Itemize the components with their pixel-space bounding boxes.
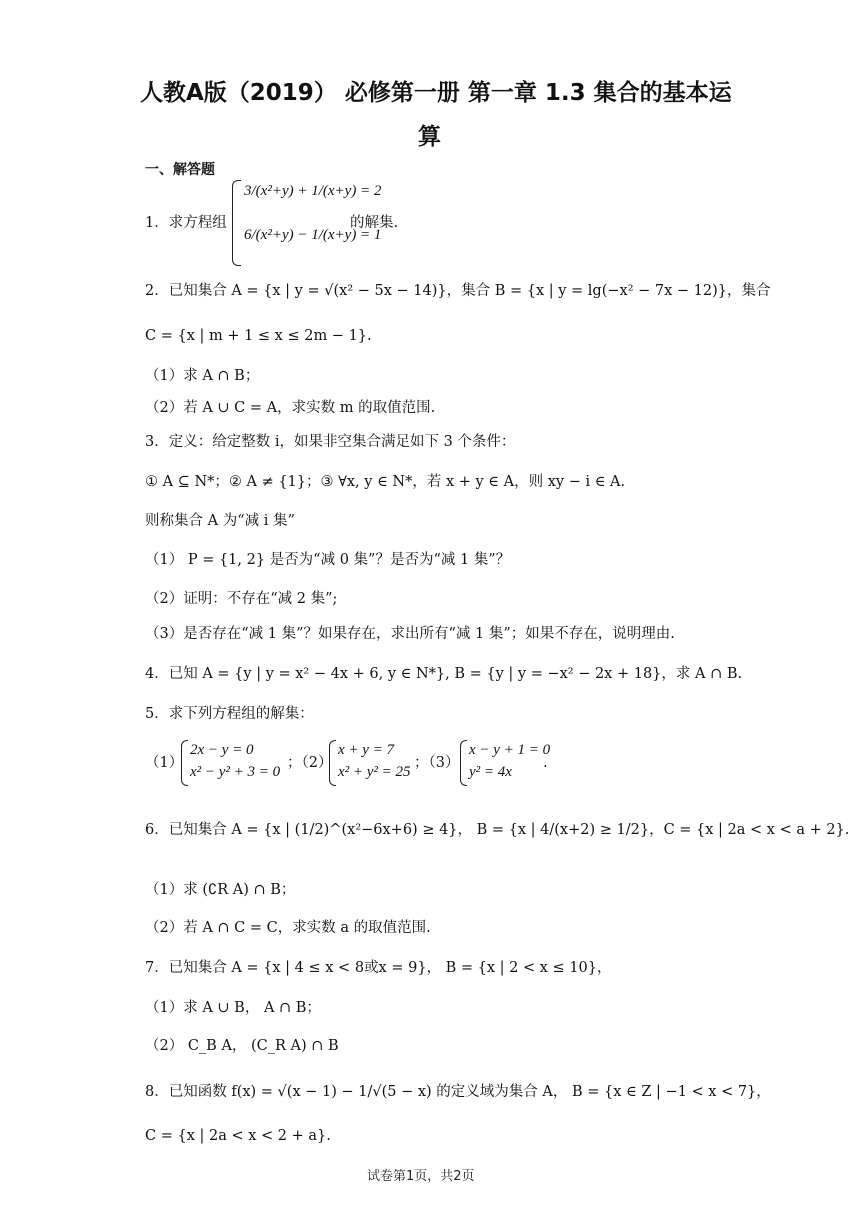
q5-b1: x + y = 7 — [338, 742, 395, 758]
q8-line2: C = {x | 2a < x < 2 + a}. — [145, 1128, 331, 1144]
q5-brace-b — [329, 740, 336, 786]
q5-c1: x − y + 1 = 0 — [469, 742, 551, 758]
question-4: 4．已知 A = {y | y = x² − 4x + 6, y ∈ N*}, B = {y | y = −x² − 2x + 18}，求 A ∩ B. — [145, 666, 743, 682]
q3-part3: （3）是否存在“减 1 集”？如果存在，求出所有“减 1 集”；如果不存在，说明理由. — [145, 626, 675, 642]
q5-label-a: （1） — [145, 755, 184, 771]
q5-end: . — [543, 755, 548, 771]
q5-b2: x² + y² = 25 — [338, 764, 411, 780]
q3-line3: 则称集合 A 为“减 i 集” — [145, 513, 295, 529]
q5-c2: y² = 4x — [469, 764, 512, 780]
q3-part1: （1） P = {1, 2} 是否为“减 0 集”？是否为“减 1 集”？ — [145, 552, 511, 568]
q5-brace-a — [181, 740, 188, 786]
q2-line2: C = {x | m + 1 ≤ x ≤ 2m − 1}. — [145, 328, 372, 344]
q1-prefix: 1．求方程组 — [145, 215, 227, 231]
q3-part2: （2）证明：不存在“减 2 集”; — [145, 591, 338, 607]
q1-brace — [232, 180, 241, 266]
q6-part1: （1）求 (∁R A) ∩ B； — [145, 882, 296, 898]
q1-eq1: 3/(x²+y) + 1/(x+y) = 2 — [244, 183, 382, 199]
q1-suffix: 的解集. — [350, 215, 399, 231]
q5-a1: 2x − y = 0 — [190, 742, 254, 758]
q7-line1: 7．已知集合 A = {x | 4 ≤ x < 8或x = 9}， B = {x | 2 < x ≤ 10}， — [145, 960, 612, 976]
section-heading: 一、解答题 — [145, 162, 215, 178]
q1-eq2: 6/(x²+y) − 1/(x+y) = 1 — [244, 227, 382, 243]
q5-a2: x² − y² + 3 = 0 — [190, 764, 281, 780]
q5-label-c: ；（3） — [414, 755, 460, 771]
page-title-line1: 人教A版（2019） 必修第一册 第一章 1.3 集合的基本运 — [140, 80, 732, 106]
q3-line1: 3．定义：给定整数 i，如果非空集合满足如下 3 个条件： — [145, 434, 516, 450]
page-title-line2: 算 — [418, 124, 441, 150]
q3-line2: ① A ⊆ N*；② A ≠ {1}；③ ∀x, y ∈ N*，若 x + y ∈ A，则 xy − i ∈ A. — [145, 474, 626, 490]
q6-part2: （2）若 A ∩ C = C，求实数 a 的取值范围. — [145, 920, 431, 936]
q7-part2: （2） C_B A， (C_R A) ∩ B — [145, 1038, 339, 1054]
q2-line1: 2．已知集合 A = {x | y = √(x² − 5x − 14)}，集合 B = {x | y = lg(−x² − 7x − 12)}，集合 — [145, 283, 771, 299]
q2-part2: （2）若 A ∪ C = A，求实数 m 的取值范围. — [145, 400, 436, 416]
q8-line1: 8．已知函数 f(x) = √(x − 1) − 1/√(5 − x) 的定义域为集合 A， B = {x ∈ Z | −1 < x < 7}， — [145, 1084, 771, 1100]
q5-brace-c — [460, 740, 467, 786]
q2-part1: （1）求 A ∩ B； — [145, 368, 260, 384]
q5-label-b: ；（2） — [287, 755, 333, 771]
q6-line1: 6．已知集合 A = {x | (1/2)^(x²−6x+6) ≥ 4}， B = {x | 4/(x+2) ≥ 1/2}，C = {x | 2a < x < a + 2}. — [145, 822, 850, 838]
q7-part1: （1）求 A ∪ B， A ∩ B； — [145, 1000, 321, 1016]
page-footer: 试卷第1页，共2页 — [367, 1169, 475, 1184]
q5-line1: 5．求下列方程组的解集： — [145, 706, 314, 722]
